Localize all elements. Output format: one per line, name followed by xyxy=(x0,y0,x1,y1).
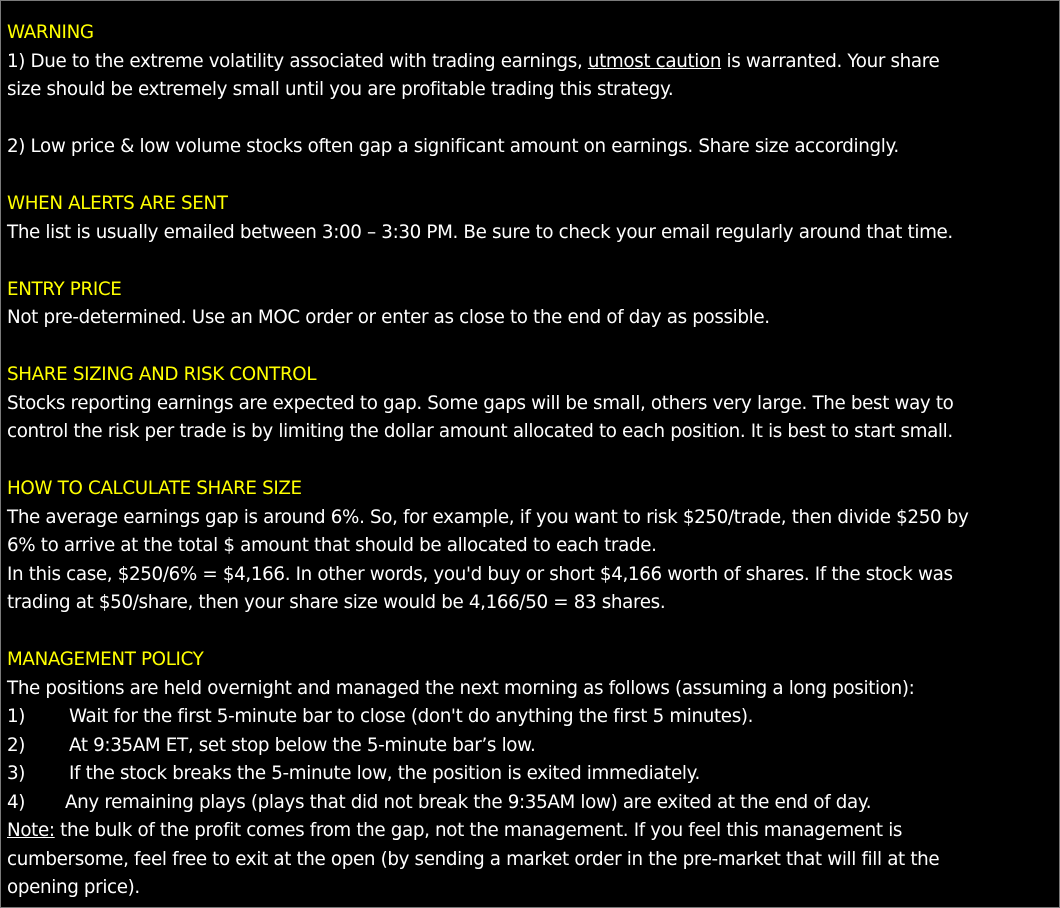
warning-paragraph-2: 2) Low price & low volume stocks often gap a significant amount on earnings. Share size accordingly. xyxy=(7,136,899,157)
share-sizing-heading: SHARE SIZING AND RISK CONTROL xyxy=(7,364,317,385)
management-note-line-1 xyxy=(7,817,1059,846)
note-label: Note: xyxy=(7,820,55,841)
share-sizing-text-line-2: control the risk per trade is by limiting the dollar amount allocated to each position. It is best to start small. xyxy=(7,421,953,442)
spacer xyxy=(7,247,1059,276)
spacer xyxy=(7,105,1059,134)
management-step xyxy=(7,760,1059,789)
warning-text: 1) Due to the extreme volatility associated with trading earnings, xyxy=(7,50,588,72)
management-step xyxy=(7,789,1059,818)
spacer xyxy=(7,162,1059,191)
management-step xyxy=(7,703,1059,732)
entry-price-text: Not pre-determined. Use an MOC order or enter as close to the end of day as possible. xyxy=(7,307,770,328)
management-note-line-2: cumbersome, feel free to exit at the open (by sending a market order in the pre-market that will fill at the xyxy=(7,848,940,870)
warning-heading: WARNING xyxy=(7,22,94,43)
warning-paragraph-1-line-2: size should be extremely small until you are profitable trading this strategy. xyxy=(7,79,674,100)
step-text: If the stock breaks the 5-minute low, the position is exited immediately. xyxy=(69,763,700,784)
spacer xyxy=(7,618,1059,647)
management-intro: The positions are held overnight and managed the next morning as follows (assuming a long position): xyxy=(7,677,915,699)
step-number: 1) xyxy=(7,706,26,727)
note-text: the bulk of the profit comes from the gap, not the management. If you feel this management is xyxy=(54,820,903,841)
entry-price-heading: ENTRY PRICE xyxy=(7,278,122,300)
calculate-share-size-heading: HOW TO CALCULATE SHARE SIZE xyxy=(7,478,302,499)
step-text: Wait for the first 5-minute bar to close (don't do anything the first 5 minutes). xyxy=(69,706,754,727)
management-step xyxy=(7,732,1059,761)
calculate-text-line-4: trading at $50/share, then your share size would be 4,166/50 = 83 shares. xyxy=(7,592,666,613)
warning-text: is warranted. Your share xyxy=(721,50,940,72)
management-note-line-3: opening price). xyxy=(7,877,140,898)
warning-paragraph-1-line-1 xyxy=(7,48,1059,77)
step-text: At 9:35AM ET, set stop below the 5-minute bar’s low. xyxy=(69,734,536,756)
calculate-text-line-3: In this case, $250/6% = $4,166. In other words, you'd buy or short $4,166 worth of shares. If the stock was xyxy=(7,563,953,585)
calculate-text-line-2: 6% to arrive at the total $ amount that should be allocated to each trade. xyxy=(7,535,657,556)
alerts-heading: WHEN ALERTS ARE SENT xyxy=(7,193,228,214)
spacer xyxy=(7,333,1059,362)
step-number: 4) xyxy=(7,791,26,813)
calculate-text-line-1: The average earnings gap is around 6%. So, for example, if you want to risk $250/trade, then divide $250 by xyxy=(7,506,969,528)
step-number: 3) xyxy=(7,763,26,784)
alerts-text: The list is usually emailed between 3:00 – 3:30 PM. Be sure to check your email regularly around that time. xyxy=(7,221,953,243)
step-number: 2) xyxy=(7,734,26,756)
spacer xyxy=(7,447,1059,476)
utmost-caution-emphasis: utmost caution xyxy=(587,50,722,72)
step-text: Any remaining plays (plays that did not break the 9:35AM low) are exited at the end of day. xyxy=(65,791,872,813)
share-sizing-text-line-1: Stocks reporting earnings are expected to gap. Some gaps will be small, others very large. The best way to xyxy=(7,392,954,414)
management-policy-heading: MANAGEMENT POLICY xyxy=(7,649,204,670)
